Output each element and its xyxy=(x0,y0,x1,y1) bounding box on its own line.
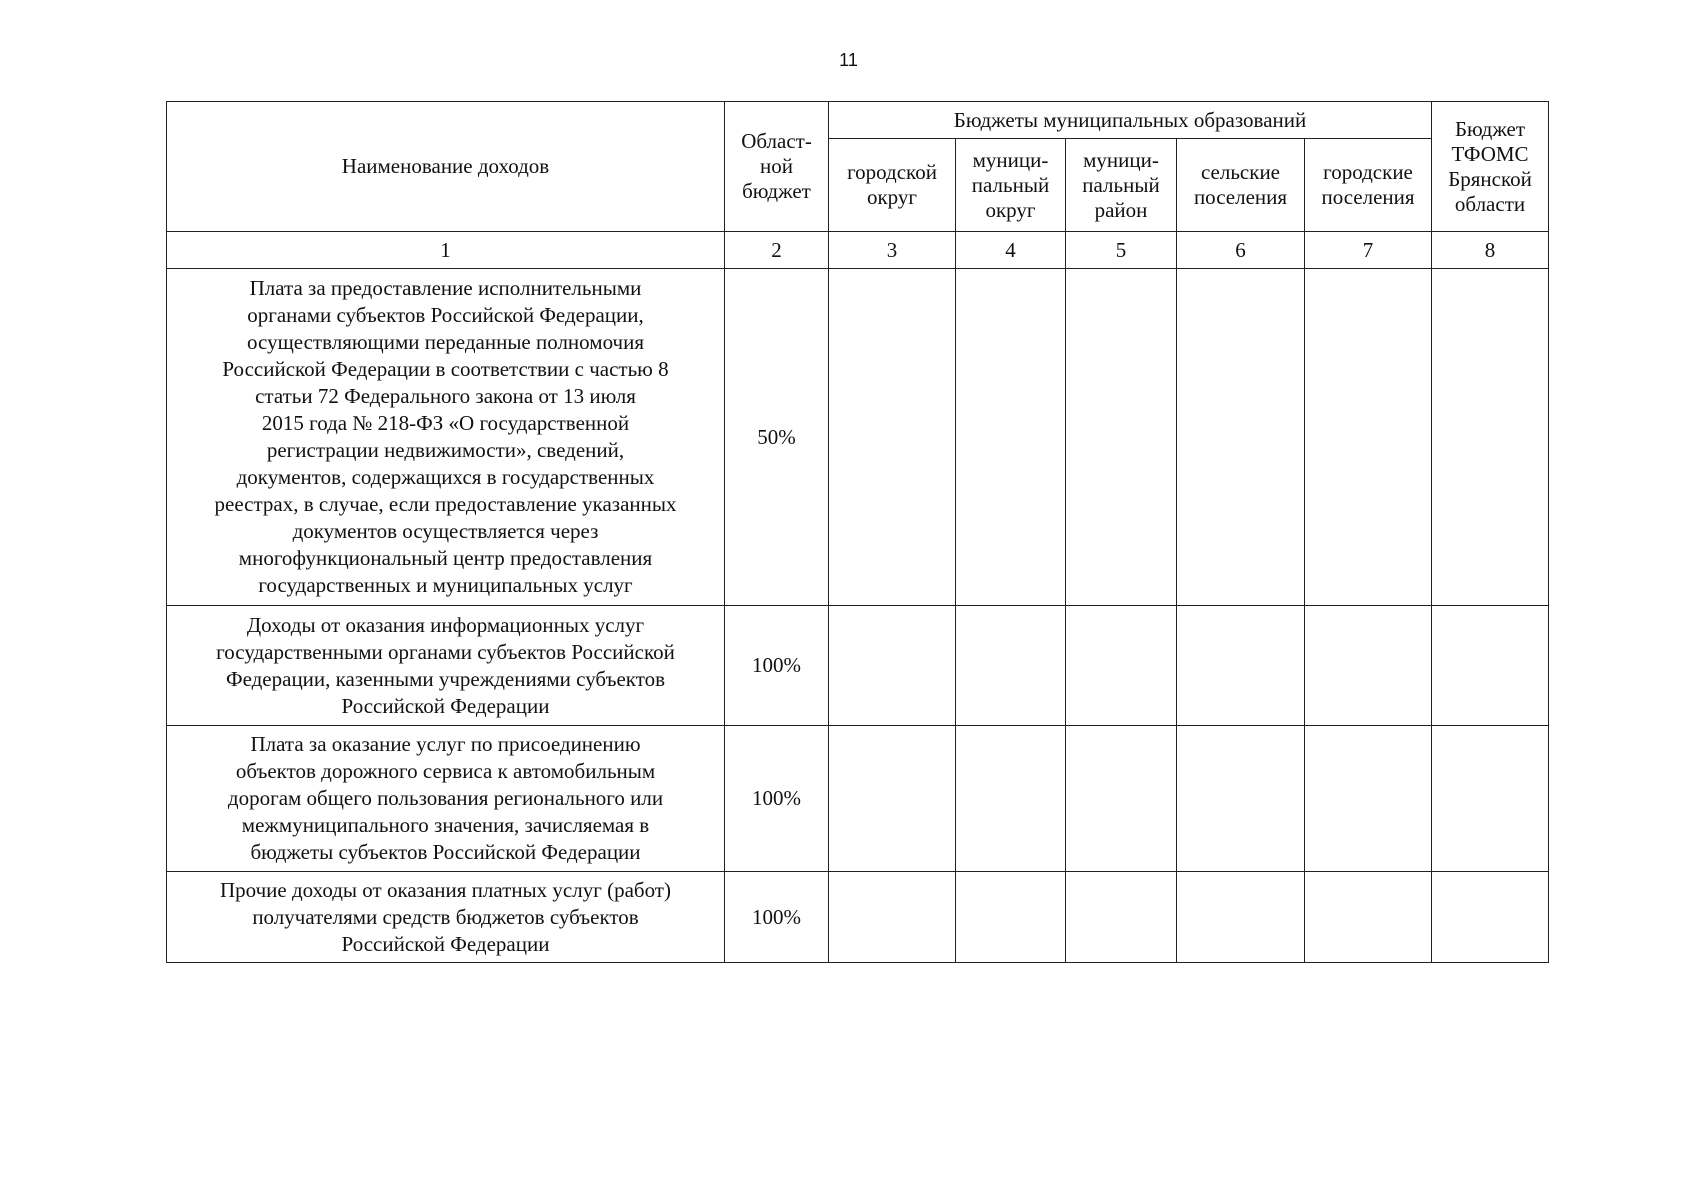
empty-cell xyxy=(956,269,1066,606)
header-income-name: Наименование доходов xyxy=(167,102,725,232)
empty-cell xyxy=(1066,726,1177,872)
regional-share-cell: 50% xyxy=(725,269,829,606)
empty-cell xyxy=(1066,606,1177,726)
column-number: 4 xyxy=(956,232,1066,269)
empty-cell xyxy=(829,872,956,963)
income-name-cell: Плата за предоставление исполнительными органами субъектов Российской Федерации, осуществляющими переданные полномочия Российской Федерации в соответствии с частью 8 статьи 72 Федерального закона от 13 июля 2015 года № 218-ФЗ «О государственной регистрации недвижимости», сведений, документов, содержащихся в государственных реестрах, в случае, если предоставление указанных документов осуществляется через многофункциональный центр предоставления государственных и муниципальных услуг xyxy=(167,269,725,606)
income-distribution-table xyxy=(166,101,1549,963)
empty-cell xyxy=(1066,269,1177,606)
income-name-cell: Прочие доходы от оказания платных услуг (работ) получателями средств бюджетов субъектов Российской Федерации xyxy=(167,872,725,963)
empty-cell xyxy=(1432,606,1549,726)
income-name-cell: Доходы от оказания информационных услуг государственными органами субъектов Российской Федерации, казенными учреждениями субъектов Российской Федерации xyxy=(167,606,725,726)
empty-cell xyxy=(956,606,1066,726)
regional-share-cell: 100% xyxy=(725,872,829,963)
empty-cell xyxy=(956,872,1066,963)
table-row xyxy=(167,269,1549,606)
table-row xyxy=(167,726,1549,872)
empty-cell xyxy=(1305,269,1432,606)
empty-cell xyxy=(1177,606,1305,726)
empty-cell xyxy=(1177,872,1305,963)
header-municipal-area: муници- пальный район xyxy=(1066,139,1177,232)
empty-cell xyxy=(829,726,956,872)
column-numbers-row xyxy=(167,232,1549,269)
column-number: 1 xyxy=(167,232,725,269)
income-name-cell: Плата за оказание услуг по присоединению объектов дорожного сервиса к автомобильным дорогам общего пользования регионального или межмуниципального значения, зачисляемая в бюджеты субъектов Российской Федерации xyxy=(167,726,725,872)
header-city-district: городской округ xyxy=(829,139,956,232)
page-number: 11 xyxy=(839,50,858,70)
empty-cell xyxy=(1305,606,1432,726)
empty-cell xyxy=(1432,872,1549,963)
empty-cell xyxy=(1305,872,1432,963)
empty-cell xyxy=(956,726,1066,872)
empty-cell xyxy=(1305,726,1432,872)
header-tfoms-budget: Бюджет ТФОМС Брянской области xyxy=(1432,102,1549,232)
header-urban-settlements: городские поселения xyxy=(1305,139,1432,232)
header-regional-budget: Област- ной бюджет xyxy=(725,102,829,232)
header-rural-settlements: сельские поселения xyxy=(1177,139,1305,232)
empty-cell xyxy=(1177,269,1305,606)
column-number: 2 xyxy=(725,232,829,269)
table-row xyxy=(167,606,1549,726)
regional-share-cell: 100% xyxy=(725,606,829,726)
column-number: 3 xyxy=(829,232,956,269)
empty-cell xyxy=(829,606,956,726)
regional-share-cell: 100% xyxy=(725,726,829,872)
header-municipal-budgets: Бюджеты муниципальных образований xyxy=(829,102,1432,139)
column-number: 5 xyxy=(1066,232,1177,269)
header-municipal-district: муници- пальный округ xyxy=(956,139,1066,232)
empty-cell xyxy=(1432,726,1549,872)
empty-cell xyxy=(1432,269,1549,606)
table-row xyxy=(167,872,1549,963)
empty-cell xyxy=(1066,872,1177,963)
column-number: 8 xyxy=(1432,232,1549,269)
column-number: 6 xyxy=(1177,232,1305,269)
column-number: 7 xyxy=(1305,232,1432,269)
empty-cell xyxy=(829,269,956,606)
empty-cell xyxy=(1177,726,1305,872)
